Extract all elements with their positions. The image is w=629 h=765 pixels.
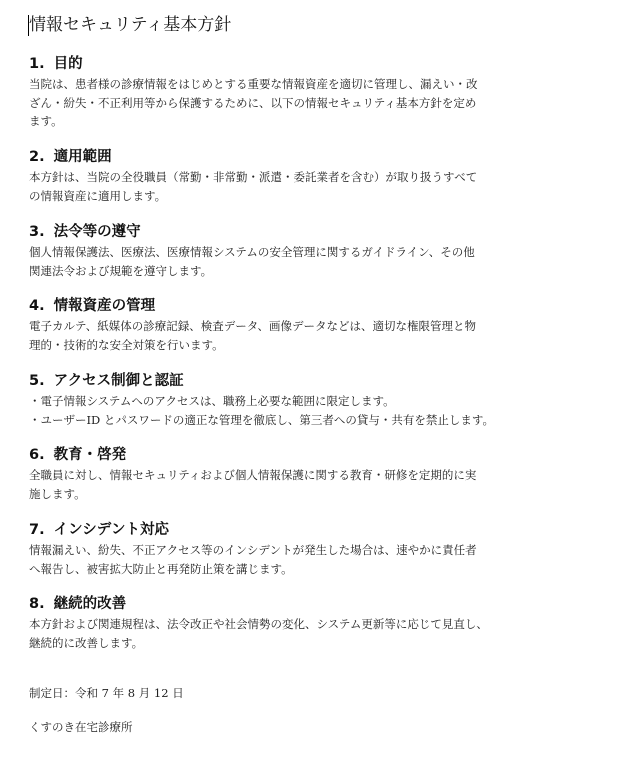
section-body (29, 392, 609, 429)
section-heading (29, 221, 609, 243)
section-scope (29, 146, 609, 205)
body-line: 電子カルテ、紙媒体の診療記録、検査データ、画像データなどは、適切な権限管理と物 (29, 319, 477, 333)
body-line: 個人情報保護法、医療法、医療情報システムの安全管理に関するガイドライン、その他 (29, 245, 475, 259)
section-number: 6. (29, 447, 45, 463)
section-title: インシデント対応 (53, 522, 169, 538)
section-title: 情報資産の管理 (53, 298, 156, 314)
section-body (29, 243, 609, 280)
body-line: 施します。 (29, 486, 86, 501)
body-line: 本方針および関連規程は、法令改正や社会情勢の変化、システム更新等に応じて見直し、 (29, 617, 488, 631)
section-compliance (29, 221, 609, 280)
section-access-control (29, 370, 609, 429)
section-title: 法令等の遵守 (53, 224, 141, 240)
established-date: 制定日：令和 7 年 8 月 12 日 (29, 686, 184, 700)
section-body (29, 615, 609, 652)
body-line: 情報漏えい、紛失、不正アクセス等のインシデントが発生した場合は、速やかに責任者 (29, 543, 477, 557)
body-line: ・電子情報システムへのアクセスは、職務上必要な範囲に限定します。 (29, 394, 395, 408)
section-number: 2. (29, 149, 45, 165)
section-asset-management (29, 295, 609, 354)
section-body (29, 466, 609, 503)
section-title: アクセス制御と認証 (53, 373, 184, 389)
section-incident-response (29, 519, 609, 578)
body-line: 当院は、患者様の診療情報をはじめとする重要な情報資産を適切に管理し、漏えい・改 (29, 77, 478, 91)
section-heading (29, 519, 609, 541)
body-line: 本方針は、当院の全役職員（常勤・非常勤・派遣・委託業者を含む）が取り扱うすべて (29, 170, 478, 184)
section-body (29, 168, 609, 205)
section-number: 4. (29, 298, 45, 314)
body-line: 継続的に改善します。 (29, 635, 144, 650)
organization-name: くすのき在宅診療所 (29, 720, 133, 734)
section-continuous-improvement (29, 593, 609, 652)
document-title[interactable]: 情報セキュリティ基本方針 (29, 15, 232, 35)
section-heading (29, 146, 609, 168)
section-heading (29, 444, 609, 466)
section-number: 8. (29, 596, 45, 612)
section-body (29, 541, 609, 578)
section-number: 3. (29, 224, 45, 240)
section-education (29, 444, 609, 503)
section-body (29, 317, 609, 354)
body-line: ます。 (29, 114, 63, 129)
body-line: の情報資産に適用します。 (29, 188, 167, 203)
section-title: 適用範囲 (53, 149, 112, 165)
body-line: へ報告し、被害拡大防止と再発防止策を講じます。 (29, 561, 293, 576)
section-heading (29, 593, 609, 615)
body-line: ・ユーザーID とパスワードの適正な管理を徹底し、第三者への貸与・共有を禁止します。 (29, 412, 494, 427)
body-line: 関連法令および規範を遵守します。 (29, 263, 213, 278)
body-line: 理的・技術的な安全対策を行います。 (29, 337, 224, 352)
section-title: 教育・啓発 (53, 447, 127, 463)
section-number: 7. (29, 522, 45, 538)
section-heading (29, 53, 609, 75)
section-number: 1. (29, 56, 45, 72)
section-title: 継続的改善 (53, 596, 127, 612)
body-line: 全職員に対し、情報セキュリティおよび個人情報保護に関する教育・研修を定期的に実 (29, 468, 477, 482)
section-heading (29, 370, 609, 392)
section-heading (29, 295, 609, 317)
section-body (29, 75, 609, 131)
section-number: 5. (29, 373, 45, 389)
section-purpose (29, 53, 609, 131)
body-line: ざん・紛失・不正利用等から保護するために、以下の情報セキュリティ基本方針を定め (29, 95, 477, 110)
section-title: 目的 (53, 56, 83, 72)
